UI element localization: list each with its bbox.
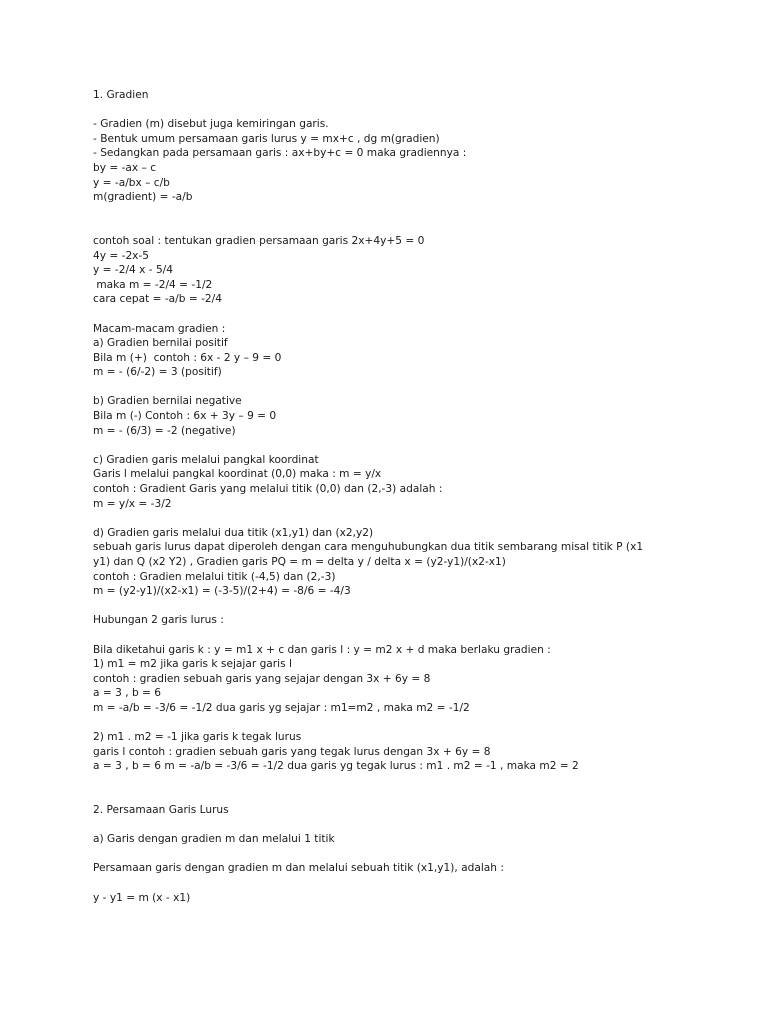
subsection-title: Macam-macam gradien :: [93, 322, 226, 335]
section-title: 1. Gradien: [93, 89, 149, 101]
text-line: garis l contoh : gradien sebuah garis yang tegak lurus dengan 3x + 6y = 8: [93, 745, 491, 758]
text-line: 2) m1 . m2 = -1 jika garis k tegak lurus: [93, 731, 302, 744]
text-line: m = (y2-y1)/(x2-x1) = (-3-5)/(2+4) = -8/6 = -4/3: [93, 585, 351, 598]
type-d-block: [93, 526, 733, 599]
text-line: contoh : gradien sebuah garis yang sejajar dengan 3x + 6y = 8: [93, 672, 431, 685]
subsection-title: a) Garis dengan gradien m dan melalui 1 titik: [93, 833, 335, 846]
text-line: m = - (6/-2) = 3 (positif): [93, 366, 222, 379]
relation-2-block: [93, 730, 733, 774]
text-line: m = -a/b = -3/6 = -1/2 dua garis yg sejajar : m1=m2 , maka m2 = -1/2: [93, 701, 470, 714]
text-line: contoh soal : tentukan gradien persamaan garis 2x+4y+5 = 0: [93, 234, 425, 247]
text-line: b) Gradien bernilai negative: [93, 395, 242, 408]
text-line: Bila diketahui garis k : y = m1 x + c dan garis l : y = m2 x + d maka berlaku gradien :: [93, 643, 551, 656]
text-line: a = 3 , b = 6: [93, 687, 162, 700]
text-line: sebuah garis lurus dapat diperoleh dengan cara menguhubungkan dua titik sembarang misal titik P (x1: [93, 541, 644, 554]
text-line: 4y = -2x-5: [93, 249, 150, 262]
text-line: maka m = -2/4 = -1/2: [93, 278, 213, 291]
section-title: 2. Persamaan Garis Lurus: [93, 804, 229, 817]
text-line: Persamaan garis dengan gradien m dan melalui sebuah titik (x1,y1), adalah :: [93, 862, 504, 875]
text-line: contoh : Gradien melalui titik (-4,5) dan (2,-3): [93, 570, 336, 583]
formula: y - y1 = m (x - x1): [93, 891, 191, 904]
text-line: y = -a/bx – c/b: [93, 176, 170, 189]
text-line: y = -2/4 x - 5/4: [93, 264, 173, 277]
example-block: [93, 234, 733, 307]
text-line: d) Gradien garis melalui dua titik (x1,y1) dan (x2,y2): [93, 526, 374, 539]
text-line: - Sedangkan pada persamaan garis : ax+by+c = 0 maka gradiennya :: [93, 147, 467, 160]
text-line: Garis l melalui pangkal koordinat (0,0) maka : m = y/x: [93, 468, 382, 481]
type-b-block: [93, 394, 733, 438]
type-a-block: [93, 336, 733, 380]
text-line: a) Gradien bernilai positif: [93, 337, 228, 350]
text-line: - Bentuk umum persamaan garis lurus y = mx+c , dg m(gradien): [93, 132, 440, 145]
text-line: Bila m (-) Contoh : 6x + 3y – 9 = 0: [93, 410, 277, 423]
text-line: m = - (6/3) = -2 (negative): [93, 424, 236, 437]
text-line: y1) dan Q (x2 Y2) , Gradien garis PQ = m = delta y / delta x = (y2-y1)/(x2-x1): [93, 556, 506, 568]
text-line: contoh : Gradient Garis yang melalui titik (0,0) dan (2,-3) adalah :: [93, 483, 443, 496]
text-line: c) Gradien garis melalui pangkal koordinat: [93, 453, 319, 466]
text-line: - Gradien (m) disebut juga kemiringan garis.: [93, 118, 329, 131]
subsection-title: Hubungan 2 garis lurus :: [93, 614, 224, 627]
intro-block: [93, 117, 733, 205]
document-page: [93, 88, 733, 905]
text-line: m = y/x = -3/2: [93, 497, 172, 510]
text-line: cara cepat = -a/b = -2/4: [93, 293, 222, 306]
type-c-block: [93, 453, 733, 511]
text-line: by = -ax – c: [93, 161, 157, 174]
text-line: m(gradient) = -a/b: [93, 191, 193, 204]
text-line: a = 3 , b = 6 m = -a/b = -3/6 = -1/2 dua garis yg tegak lurus : m1 . m2 = -1 , maka m2 = 2: [93, 760, 579, 773]
text-line: Bila m (+) contoh : 6x - 2 y – 9 = 0: [93, 351, 282, 364]
text-line: 1) m1 = m2 jika garis k sejajar garis l: [93, 658, 292, 671]
relation-1-block: [93, 643, 733, 716]
